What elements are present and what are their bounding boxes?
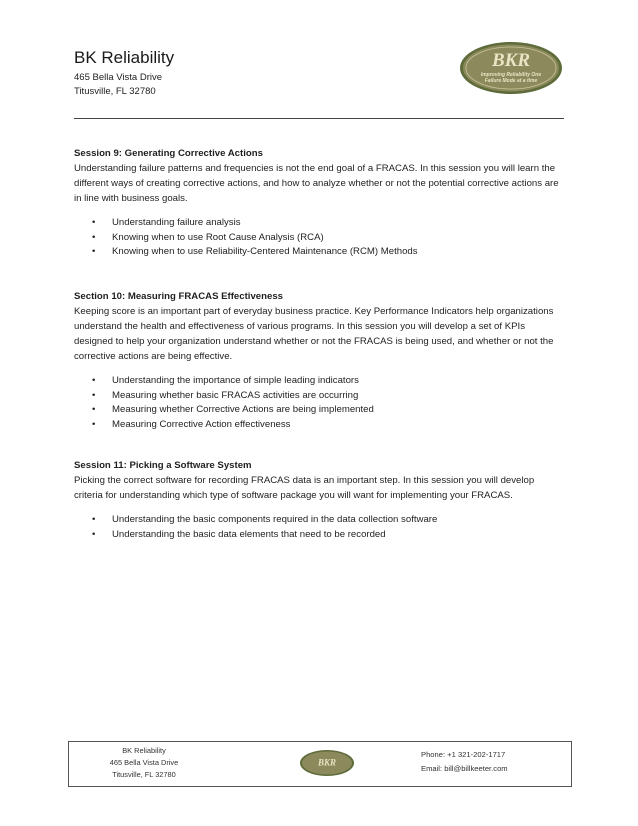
- session-10: [74, 289, 564, 432]
- session-body: Understanding failure patterns and frequencies is not the end goal of a FRACAS. In this session you will learn the different ways of creating corrective actions, and how to analyze whether or not the potential corrective actions are in line with business goals.: [74, 163, 559, 204]
- list-item: [92, 374, 564, 389]
- bullet-text: Measuring whether basic FRACAS activities are occurring: [112, 389, 359, 401]
- list-item: [92, 216, 564, 231]
- bullet-text: Knowing when to use Reliability-Centered Maintenance (RCM) Methods: [112, 246, 418, 258]
- page-footer: [68, 741, 572, 787]
- footer-logo-text: BKR: [317, 757, 337, 768]
- session-9: [74, 146, 564, 260]
- list-item: [92, 528, 564, 543]
- address-line-2: Titusville, FL 32780: [74, 86, 156, 97]
- company-name: BK Reliability: [74, 48, 175, 67]
- bullet-icon: •: [92, 246, 96, 258]
- bullet-icon: •: [92, 375, 96, 386]
- bullet-icon: •: [92, 418, 96, 430]
- bullet-text: Measuring Corrective Action effectiveness: [112, 418, 291, 430]
- list-item: [92, 403, 564, 418]
- logo-tagline-2: Failure Mode at a time: [484, 78, 538, 84]
- bullet-text: Knowing when to use Root Cause Analysis (RCA): [112, 231, 324, 243]
- session-title: Session 11: Picking a Software System: [74, 460, 252, 471]
- bullet-icon: •: [92, 404, 96, 416]
- address-line-1: 465 Bella Vista Drive: [74, 72, 163, 83]
- bullet-text: Understanding the basic data elements that need to be recorded: [112, 528, 386, 540]
- list-item: [92, 231, 564, 246]
- bullet-list: [74, 374, 564, 432]
- bullet-text: Understanding the basic components required in the data collection software: [112, 514, 438, 525]
- bullet-icon: •: [92, 389, 96, 401]
- footer-phone: Phone: +1 321-202-1717: [421, 750, 506, 759]
- footer-address: [69, 745, 219, 781]
- bullet-icon: •: [92, 217, 96, 228]
- bullet-icon: •: [92, 231, 96, 243]
- list-item: [92, 389, 564, 404]
- footer-bkr-logo: [299, 749, 355, 777]
- session-title: Session 9: Generating Corrective Actions: [74, 148, 263, 159]
- footer-company: BK Reliability: [122, 746, 166, 755]
- session-11: [74, 458, 564, 542]
- bullet-icon: •: [92, 514, 96, 525]
- footer-contact: [421, 748, 571, 776]
- bullet-text: Understanding the importance of simple leading indicators: [112, 375, 359, 386]
- session-title: Section 10: Measuring FRACAS Effectiveness: [74, 291, 283, 302]
- footer-address-line-2: Titusville, FL 32780: [112, 770, 176, 779]
- bullet-list: [74, 513, 564, 542]
- bullet-text: Measuring whether Corrective Actions are being implemented: [112, 404, 374, 416]
- bullet-text: Understanding failure analysis: [112, 217, 241, 228]
- footer-address-line-1: 465 Bella Vista Drive: [109, 758, 179, 767]
- header-divider: [74, 118, 564, 119]
- footer-email: Email: bill@billkeeter.com: [421, 764, 508, 773]
- session-body: Picking the correct software for recording FRACAS data is an important step. In this session you will develop criteria for understanding which type of software package you will want for implementing your FRACAS.: [74, 475, 535, 501]
- bkr-logo: [458, 40, 564, 96]
- session-body: Keeping score is an important part of everyday business practice. Key Performance Indicators help organizations understand the health and effectiveness of various programs. In this session you will develop a set of KPIs designed to help your organization understand whether or not the FRACAS is being used, and whether or not the corrective actions are being effective.: [74, 306, 554, 362]
- list-item: [92, 245, 564, 260]
- bullet-icon: •: [92, 528, 96, 540]
- list-item: [92, 513, 564, 528]
- logo-tagline-1: Improving Reliability One: [480, 72, 542, 78]
- list-item: [92, 418, 564, 433]
- bullet-list: [74, 216, 564, 260]
- logo-text: BKR: [491, 50, 531, 71]
